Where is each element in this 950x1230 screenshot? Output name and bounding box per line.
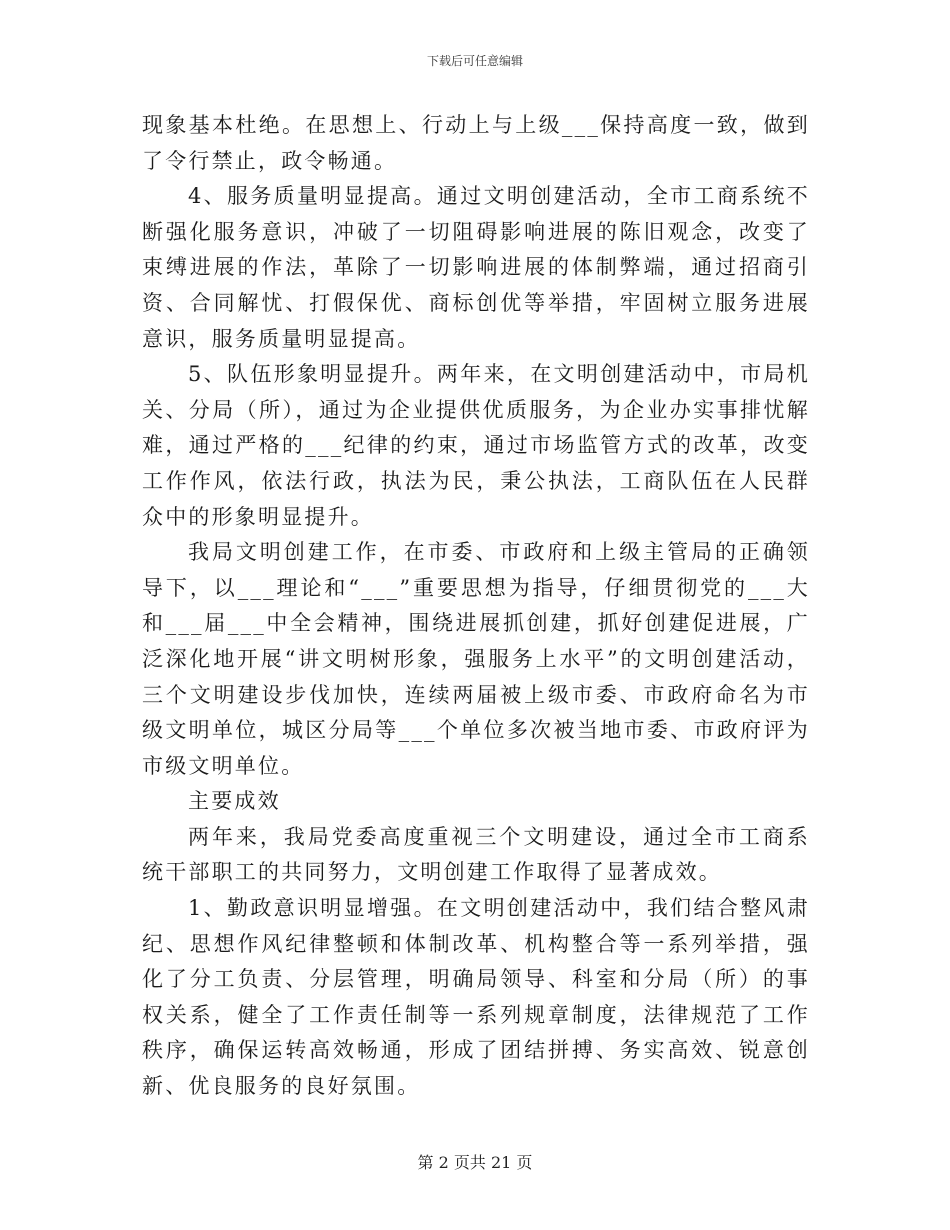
section-heading-main-results: 主要成效	[188, 789, 281, 814]
paragraph-team-image: 5、队伍形象明显提升。两年来，在文明创建活动中，市局机关、分局（所），通过为企业提供优质服务，为企业办实事排忧解难，通过严格的___纪律的约束，通过市场监管方式的改革，改变工作作风，依法行政，执法为民，秉公执法，工商队伍在人民群众中的形象明显提升。	[142, 362, 810, 529]
document-body	[142, 108, 810, 1105]
paragraph-results-intro: 两年来，我局党委高度重视三个文明建设，通过全市工商系统干部职工的共同努力，文明创建工作取得了显著成效。	[142, 824, 810, 885]
page-footer: 第 2 页共 21 页	[417, 1153, 533, 1172]
paragraph-continuation: 现象基本杜绝。在思想上、行动上与上级___保持高度一致，做到了令行禁止，政令畅通。	[142, 113, 810, 173]
paragraph-civilization-work: 我局文明创建工作，在市委、市政府和上级主管局的正确领导下，以___理论和“___”重要思想为指导，仔细贯彻党的___大和___届___中全会精神，围绕进展抓创建，抓好创建促进展，广泛深化地开展“讲文明树形象，强服务上水平”的文明创建活动，三个文明建设步伐加快，连续两届被上级市委、市政府命名为市级文明单位，城区分局等___个单位多次被当地市委、市政府评为市级文明单位。	[142, 540, 810, 778]
paragraph-diligence: 1、勤政意识明显增强。在文明创建活动中，我们结合整风肃纪、思想作风纪律整顿和体制改革、机构整合等一系列举措，强化了分工负责、分层管理，明确局领导、科室和分局（所）的事权关系，健全了工作责任制等一系列规章制度，法律规范了工作秩序，确保运转高效畅通，形成了团结拼搏、务实高效、锐意创新、优良服务的良好氛围。	[142, 896, 810, 1099]
paragraph-service-quality: 4、服务质量明显提高。通过文明创建活动，全市工商系统不断强化服务意识，冲破了一切阻碍影响进展的陈旧观念，改变了束缚进展的作法，革除了一切影响进展的体制弊端，通过招商引资、合同解忧、打假保优、商标创优等举措，牢固树立服务进展意识，服务质量明显提高。	[142, 184, 810, 351]
page-header: 下载后可任意编辑	[426, 54, 523, 68]
